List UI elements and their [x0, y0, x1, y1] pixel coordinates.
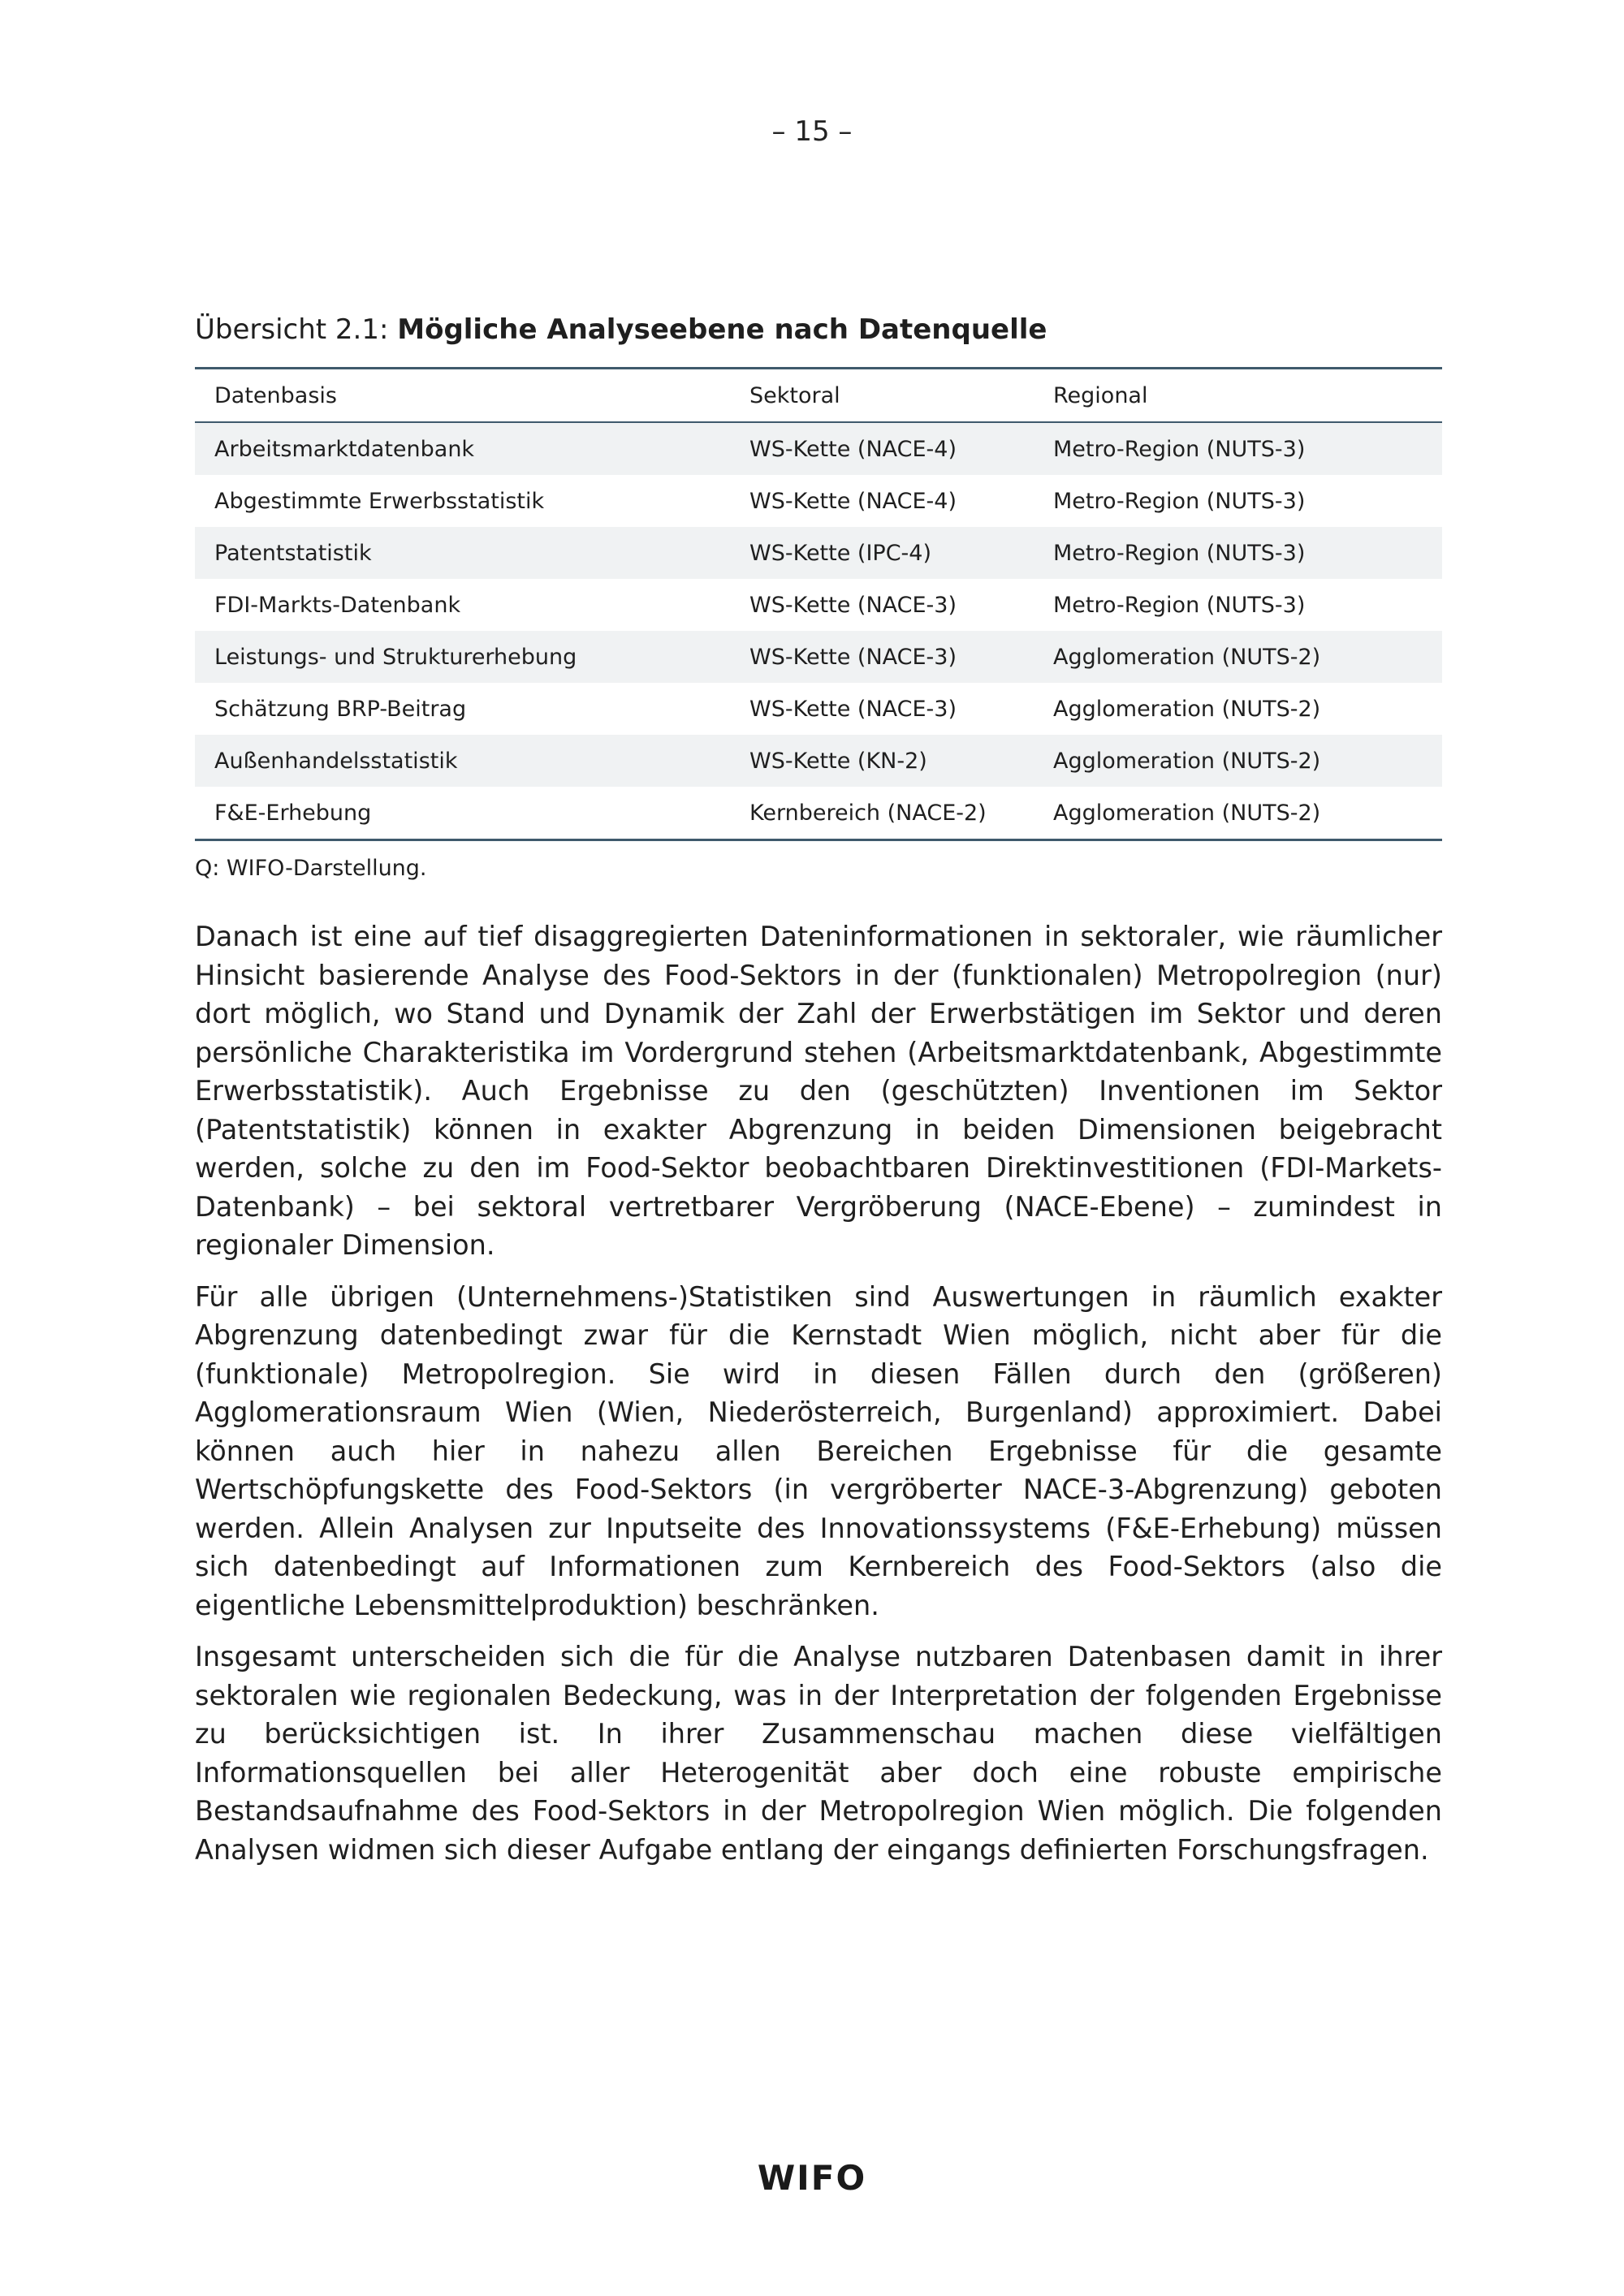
table-row	[195, 631, 1442, 683]
cell-datenbasis: Patentstatistik	[214, 540, 372, 566]
table-row	[195, 422, 1442, 475]
table-row	[195, 683, 1442, 735]
cell-sektoral: WS-Kette (NACE-3)	[749, 592, 957, 618]
header-sektoral: Sektoral	[749, 382, 840, 408]
table-caption	[195, 310, 1442, 349]
table-row	[195, 475, 1442, 527]
cell-regional: Metro-Region (NUTS-3)	[1053, 540, 1306, 566]
cell-datenbasis: Leistungs- und Strukturerhebung	[214, 644, 577, 670]
cell-sektoral: WS-Kette (NACE-3)	[749, 696, 957, 722]
cell-datenbasis: Außenhandelsstatistik	[214, 748, 458, 774]
cell-regional: Metro-Region (NUTS-3)	[1053, 488, 1306, 514]
table-caption-prefix: Übersicht 2.1:	[195, 313, 398, 346]
cell-datenbasis: Abgestimmte Erwerbsstatistik	[214, 488, 545, 514]
cell-regional: Agglomeration (NUTS-2)	[1053, 748, 1321, 774]
cell-sektoral: WS-Kette (NACE-4)	[749, 488, 957, 514]
body-text	[195, 917, 1442, 1882]
paragraph: Danach ist eine auf tief disaggregierten Dateninformationen in sektoraler, wie räumlicher Hinsicht basierende Analyse des Food-Sektors in der (funktionalen) Metropolregion (nur) dort möglich, wo Stand und Dynamik der Zahl der Erwerbstätigen im Sektor und deren persönliche Charakteristika im Vordergrund stehen (Arbeitsmarktdatenbank, Abgestimmte Erwerbsstatistik). Auch Ergebnisse zu den (geschützten) Inventionen im Sektor (Patentstatistik) können in exakter Abgrenzung in beiden Dimensionen beigebracht werden, solche zu den im Food-Sektor beobachtbaren Direktinvestitionen (FDI-Markets-Datenbank) – bei sektoral vertretbarer Vergröberung (NACE-Ebene) – zumindest in regionaler Dimension.	[195, 921, 1442, 1261]
cell-sektoral: WS-Kette (IPC-4)	[749, 540, 932, 566]
table-caption-title: Mögliche Analyseebene nach Datenquelle	[397, 313, 1047, 346]
cell-datenbasis: F&E-Erhebung	[214, 800, 372, 826]
table-header-row	[195, 369, 1442, 423]
cell-regional: Agglomeration (NUTS-2)	[1053, 800, 1321, 826]
paragraph: Insgesamt unterscheiden sich die für die Analyse nutzbaren Datenbasen damit in ihrer sektoralen wie regionalen Bedeckung, was in der Interpretation der folgenden Ergebnisse zu berücksichtigen ist. In ihrer Zusammenschau machen diese vielfältigen Informationsquellen bei aller Heterogenität aber doch eine robuste empirische Bestandsaufnahme des Food-Sektors in der Metropolregion Wien möglich. Die folgenden Analysen widmen sich dieser Aufgabe entlang der eingangs definierten Forschungsfragen.	[195, 1641, 1442, 1866]
wifo-logo: WIFO	[757, 2158, 867, 2198]
cell-regional: Agglomeration (NUTS-2)	[1053, 644, 1321, 670]
cell-sektoral: Kernbereich (NACE-2)	[749, 800, 987, 826]
cell-datenbasis: Schätzung BRP-Beitrag	[214, 696, 467, 722]
header-datenbasis: Datenbasis	[214, 382, 337, 408]
table-source-note: Q: WIFO-Darstellung.	[195, 856, 427, 881]
table-block	[195, 310, 1442, 881]
page-number: – 15 –	[771, 115, 853, 148]
cell-sektoral: WS-Kette (KN-2)	[749, 748, 927, 774]
cell-regional: Agglomeration (NUTS-2)	[1053, 696, 1321, 722]
table-row	[195, 579, 1442, 631]
table-row	[195, 527, 1442, 579]
cell-datenbasis: FDI-Markts-Datenbank	[214, 592, 461, 618]
cell-sektoral: WS-Kette (NACE-3)	[749, 644, 957, 670]
cell-regional: Metro-Region (NUTS-3)	[1053, 436, 1306, 462]
table-row	[195, 787, 1442, 840]
cell-datenbasis: Arbeitsmarktdatenbank	[214, 436, 475, 462]
paragraph: Für alle übrigen (Unternehmens-)Statistiken sind Auswertungen in räumlich exakter Abgrenzung datenbedingt zwar für die Kernstadt Wien möglich, nicht aber für die (funktionale) Metropolregion. Sie wird in diesen Fällen durch den (größeren) Agglomerationsraum Wien (Wien, Niederösterreich, Burgenland) approximiert. Dabei können auch hier in nahezu allen Bereichen Ergebnisse für die gesamte Wertschöpfungskette des Food-Sektors (in vergröberter NACE-3-Abgrenzung) geboten werden. Allein Analysen zur Inputseite des Innovationssystems (F&E-Erhebung) müssen sich datenbedingt auf Informationen zum Kernbereich des Food-Sektors (also die eigentliche Lebensmittelproduktion) beschränken.	[195, 1280, 1442, 1621]
table-row	[195, 735, 1442, 787]
data-source-table	[195, 367, 1442, 841]
header-regional: Regional	[1053, 382, 1148, 408]
cell-regional: Metro-Region (NUTS-3)	[1053, 592, 1306, 618]
cell-sektoral: WS-Kette (NACE-4)	[749, 436, 957, 462]
